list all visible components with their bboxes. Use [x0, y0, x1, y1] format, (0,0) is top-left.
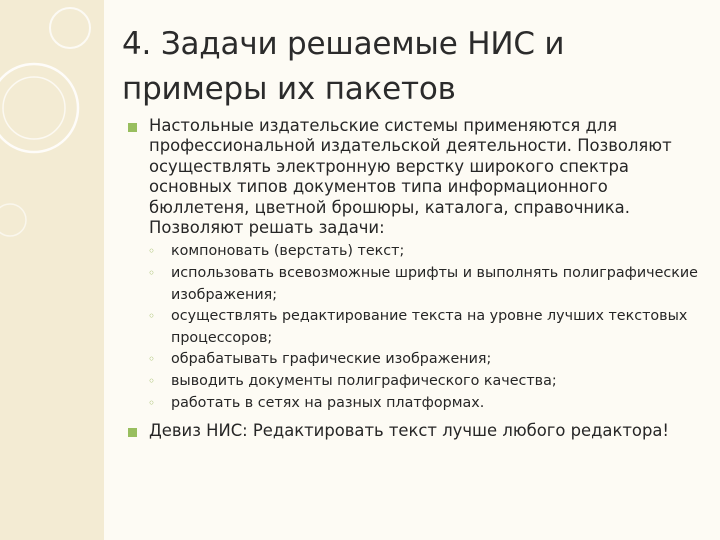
sub-bullet-item [128, 241, 703, 263]
sub-bullet-text: выводить документы полиграфического качества; [171, 373, 557, 389]
sub-bullet-item [128, 393, 703, 415]
bullet-item [128, 421, 703, 441]
bullet-item [128, 116, 703, 238]
sub-bullet-text: использовать всевозможные шрифты и выполнять полиграфические изображения; [171, 265, 698, 303]
ring-bullet-icon: ◦ [148, 244, 156, 259]
ring-bullet-icon: ◦ [148, 374, 156, 388]
slide-title: 4. Задачи решаемые НИС и примеры их пакетов [122, 26, 565, 107]
slide-content [128, 116, 703, 442]
ring-bullet-icon: ◦ [148, 352, 156, 367]
square-bullet-icon [128, 123, 137, 132]
square-bullet-icon [128, 428, 137, 437]
sub-bullet-text: компоновать (верстать) текст; [171, 243, 405, 260]
sub-bullet-item [128, 263, 703, 306]
sub-bullet-item [128, 306, 703, 349]
sub-bullet-item [128, 371, 703, 393]
bullet-text: Настольные издательские системы применяются для профессиональной издательской деятельности. Позволяют осуществлять электронную верстку широкого спектра основных типов документов типа информационного бюллетеня, цветной брошюры, каталога, справочника. Позволяют решать задачи: [149, 116, 672, 238]
decorative-left-panel [0, 0, 104, 540]
sub-bullet-item [128, 349, 703, 371]
sub-bullet-text: работать в сетях на разных платформах. [171, 394, 485, 411]
ring-bullet-icon: ◦ [148, 266, 156, 281]
ring-bullet-icon: ◦ [148, 309, 156, 324]
sub-bullet-text: обрабатывать графические изображения; [171, 351, 492, 368]
ring-bullet-icon: ◦ [148, 395, 156, 410]
sub-bullet-text: осуществлять редактирование текста на уровне лучших текстовых процессоров; [171, 308, 688, 346]
decorative-circles [0, 0, 104, 540]
sub-bullet-list [128, 241, 703, 414]
bullet-text: Девиз НИС: Редактировать текст лучше любого редактора! [149, 421, 669, 441]
